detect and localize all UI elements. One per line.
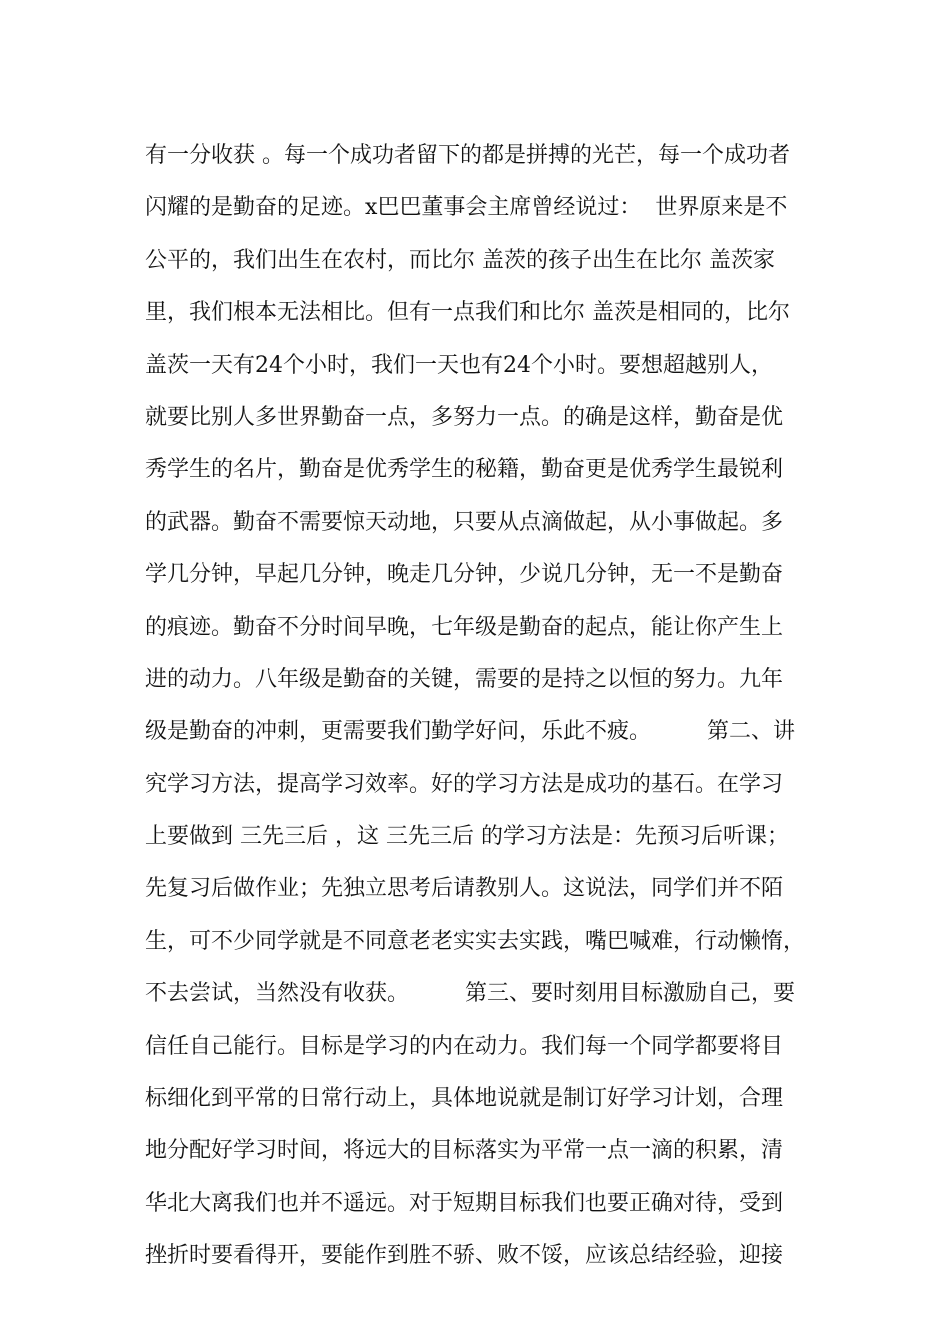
text-line: 学几分钟，早起几分钟，晚走几分钟，少说几分钟，无一不是勤奋 [145, 562, 784, 588]
text-line: 华北大离我们也并不遥远。对于短期目标我们也要正确对待，受到 [145, 1190, 784, 1216]
text-line: 挫折时要看得开，要能作到胜不骄、败不馁，应该总结经验，迎接 [145, 1243, 784, 1269]
text-line: 信任自己能行。目标是学习的内在动力。我们每一个同学都要将目 [145, 1033, 784, 1059]
text-line: 秀学生的名片，勤奋是优秀学生的秘籍，勤奋更是优秀学生最锐利 [145, 457, 784, 483]
text-line: 究学习方法，提高学习效率。好的学习方法是成功的基石。在学习 [145, 771, 784, 797]
text-line: 先复习后做作业；先独立思考后请教别人。这说法，同学们并不陌 [145, 876, 784, 902]
text-line: 生，可不少同学就是不同意老老实实去实践，嘴巴喊难，行动懒惰， [145, 928, 806, 954]
text-line: 盖茨一天有24个小时，我们一天也有24个小时。要想超越别人， [145, 352, 773, 378]
text-line: 进的动力。八年级是勤奋的关键，需要的是持之以恒的努力。九年 [145, 666, 784, 692]
text-line: 的痕迹。勤奋不分时间早晚，七年级是勤奋的起点，能让你产生上 [145, 614, 784, 640]
text-line: 上要做到 三先三后 ，这 三先三后 的学习方法是：先预习后听课； [145, 824, 789, 850]
text-line: 有一分收获 。每一个成功者留下的都是拼搏的光芒，每一个成功者 [145, 143, 790, 168]
text-line: 的武器。勤奋不需要惊天动地，只要从点滴做起，从小事做起。多 [145, 509, 784, 535]
text-line: 就要比别人多世界勤奋一点，多努力一点。的确是这样，勤奋是优 [145, 404, 784, 430]
text-line: 标细化到平常的日常行动上，具体地说就是制订好学习计划，合理 [145, 1086, 784, 1112]
text-line: 里，我们根本无法相比。但有一点我们和比尔 盖茨是相同的，比尔 [145, 300, 790, 326]
text-line: 地分配好学习时间，将远大的目标落实为平常一点一滴的积累，清 [145, 1138, 784, 1164]
text-line: 级是勤奋的冲刺，更需要我们勤学好问，乐此不疲。 第二、讲 [145, 719, 795, 745]
text-line: 公平的，我们出生在农村，而比尔 盖茨的孩子出生在比尔 盖茨家 [145, 247, 775, 273]
body-text [145, 130, 825, 1283]
text-line: 闪耀的是勤奋的足迹。x巴巴董事会主席曾经说过： 世界原来是不 [145, 195, 788, 221]
text-line: 不去尝试，当然没有收获。 第三、要时刻用目标激励自己，要 [145, 981, 795, 1007]
